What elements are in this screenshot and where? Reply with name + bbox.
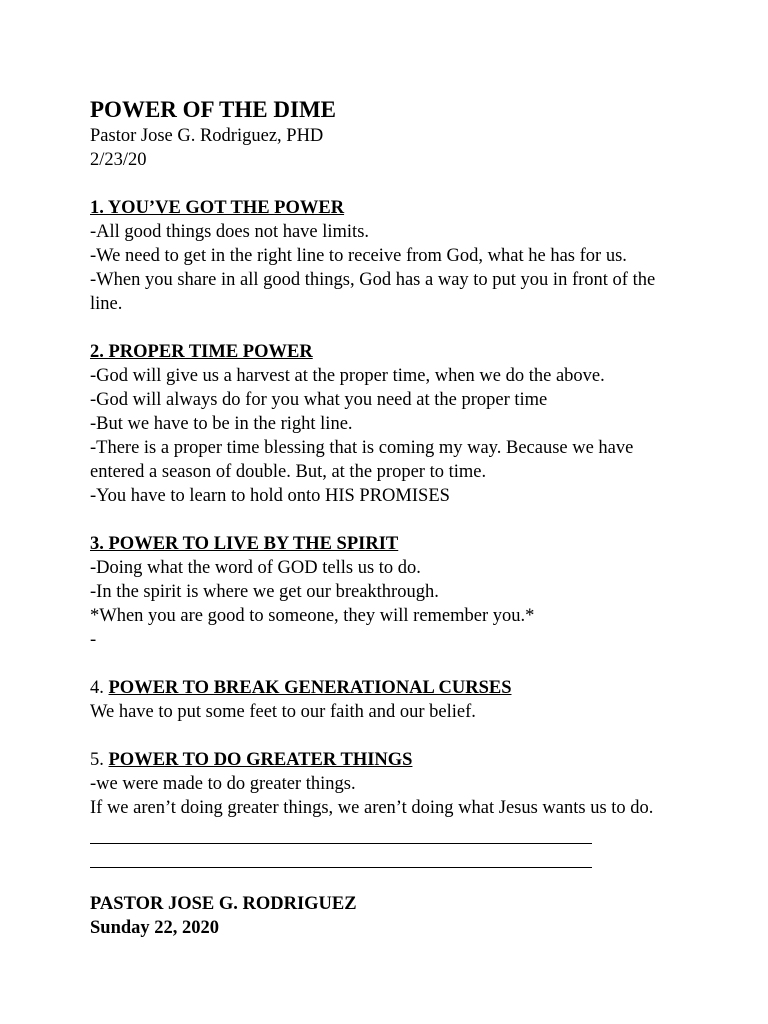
section-4-number: 4. xyxy=(90,678,109,698)
section-5-line: If we aren’t doing greater things, we aren’t doing what Jesus wants us to do. xyxy=(90,798,654,818)
section-2-line: -God will always do for you what you need at the proper time xyxy=(90,390,548,410)
date-line: 2/23/20 xyxy=(90,150,147,170)
section-3-line: - xyxy=(90,630,97,650)
spacer xyxy=(90,868,690,892)
section-5-line: -we were made to do greater things. xyxy=(90,774,356,794)
section-5-heading: POWER TO DO GREATER THINGS xyxy=(108,750,413,770)
document-content xyxy=(90,96,690,940)
author-line: Pastor Jose G. Rodriguez, PHD xyxy=(90,126,324,146)
section-1-line: -We need to get in the right line to receive from God, what he has for us. xyxy=(90,246,627,266)
section-4-heading-line xyxy=(90,676,690,700)
section-5-number: 5. xyxy=(90,750,109,770)
section-3-line: *When you are good to someone, they will remember you.* xyxy=(90,606,535,626)
section-3-heading: 3. POWER TO LIVE BY THE SPIRIT xyxy=(90,534,399,554)
section-1-heading: 1. YOU’VE GOT THE POWER xyxy=(90,198,345,218)
spacer xyxy=(90,652,690,676)
signature-rule xyxy=(90,843,592,844)
section-2-line: -You have to learn to hold onto HIS PROMISES xyxy=(90,486,450,506)
section-3-line: -In the spirit is where we get our breakthrough. xyxy=(90,582,439,602)
signature-name: PASTOR JOSE G. RODRIGUEZ xyxy=(90,894,357,914)
section-2-line: -There is a proper time blessing that is coming my way. Because we have entered a season of double. But, at the proper to time. xyxy=(90,438,634,482)
spacer xyxy=(90,724,690,748)
spacer xyxy=(90,316,690,340)
section-5-heading-line xyxy=(90,748,690,772)
section-4-heading: POWER TO BREAK GENERATIONAL CURSES xyxy=(108,678,512,698)
section-2-line: -God will give us a harvest at the proper time, when we do the above. xyxy=(90,366,605,386)
spacer xyxy=(90,508,690,532)
section-2-line: -But we have to be in the right line. xyxy=(90,414,353,434)
section-1-line: -When you share in all good things, God has a way to put you in front of the line. xyxy=(90,270,656,314)
section-4-line: We have to put some feet to our faith and our belief. xyxy=(90,702,476,722)
spacer xyxy=(90,172,690,196)
section-2-heading: 2. PROPER TIME POWER xyxy=(90,342,313,362)
section-3-line: -Doing what the word of GOD tells us to do. xyxy=(90,558,421,578)
document-title: POWER OF THE DIME xyxy=(90,97,336,122)
signature-date: Sunday 22, 2020 xyxy=(90,918,220,938)
section-1-line: -All good things does not have limits. xyxy=(90,222,370,242)
